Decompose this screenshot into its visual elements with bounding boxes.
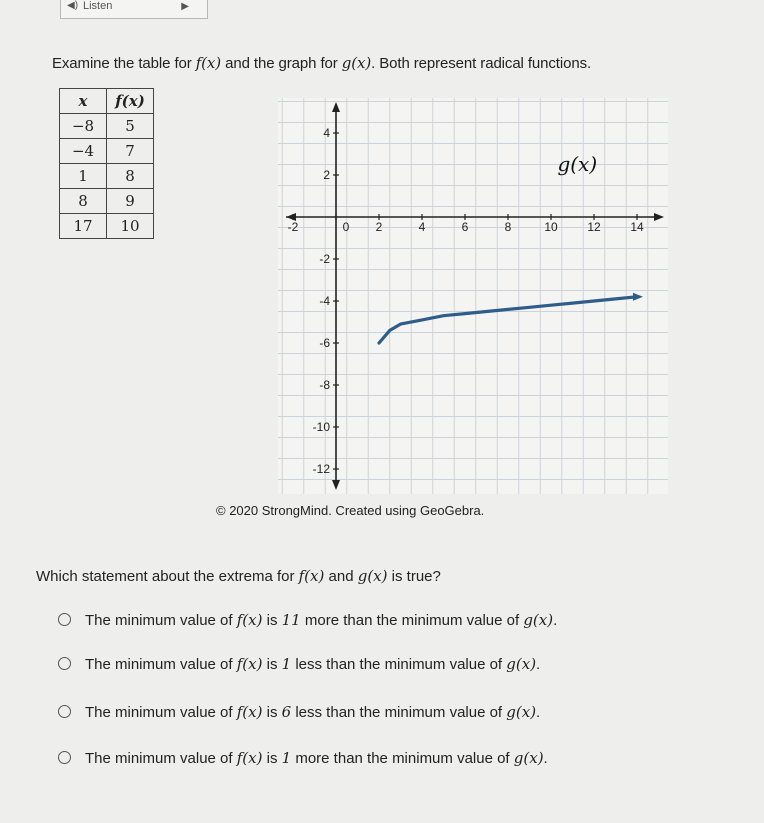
function-label: g(x) [557, 151, 598, 176]
table-row: −4 7 [60, 139, 154, 164]
listen-label: Listen [83, 0, 113, 12]
y-tick-label: -8 [319, 378, 330, 392]
radio-button[interactable] [58, 705, 71, 718]
table-header-x: x [60, 89, 107, 114]
radio-button[interactable] [58, 613, 71, 626]
x-tick-label: 0 [342, 220, 350, 234]
x-tick-label: 4 [418, 220, 426, 234]
y-tick-label: -2 [319, 252, 330, 266]
x-tick-label: 10 [544, 220, 558, 234]
x-tick-label: 8 [504, 220, 512, 234]
y-tick-label: -10 [312, 420, 330, 434]
graph-gx [278, 98, 668, 494]
question-text: Which statement about the extrema for f(x) and g(x) is true? [36, 567, 441, 585]
x-tick-label: 2 [375, 220, 383, 234]
radio-button[interactable] [58, 657, 71, 670]
answer-option-2[interactable]: The minimum value of f(x) is 1 less than the minimum value of g(x). [58, 655, 540, 673]
speaker-icon: ◀) [67, 0, 79, 11]
y-tick-label: -6 [319, 336, 330, 350]
y-tick-label: -4 [319, 294, 330, 308]
radio-button[interactable] [58, 751, 71, 764]
credit-text: © 2020 StrongMind. Created using GeoGebra. [216, 503, 485, 518]
answer-option-1[interactable]: The minimum value of f(x) is 11 more than the minimum value of g(x). [58, 611, 557, 629]
f-notation: f(x) [195, 54, 222, 72]
table-row: 8 9 [60, 189, 154, 214]
function-table [59, 88, 154, 239]
answer-option-3[interactable]: The minimum value of f(x) is 6 less than the minimum value of g(x). [58, 703, 540, 721]
table-row: 17 10 [60, 214, 154, 239]
listen-button[interactable] [60, 0, 208, 19]
y-tick-label: -12 [312, 462, 330, 476]
table-row: 1 8 [60, 164, 154, 189]
x-tick-label: -2 [287, 220, 299, 234]
play-icon[interactable]: ▶ [181, 1, 189, 12]
x-tick-label: 6 [461, 220, 469, 234]
intro-text: Examine the table for f(x) and the graph for g(x). Both represent radical functions. [52, 54, 592, 72]
answer-option-4[interactable]: The minimum value of f(x) is 1 more than the minimum value of g(x). [58, 749, 548, 767]
g-notation: g(x) [341, 54, 372, 72]
y-tick-label: 2 [323, 168, 330, 182]
x-tick-label: 14 [630, 220, 644, 234]
table-header-fx: f(x) [107, 89, 154, 114]
table-row: −8 5 [60, 114, 154, 139]
y-tick-label: 4 [323, 126, 330, 140]
x-tick-label: 12 [587, 220, 601, 234]
